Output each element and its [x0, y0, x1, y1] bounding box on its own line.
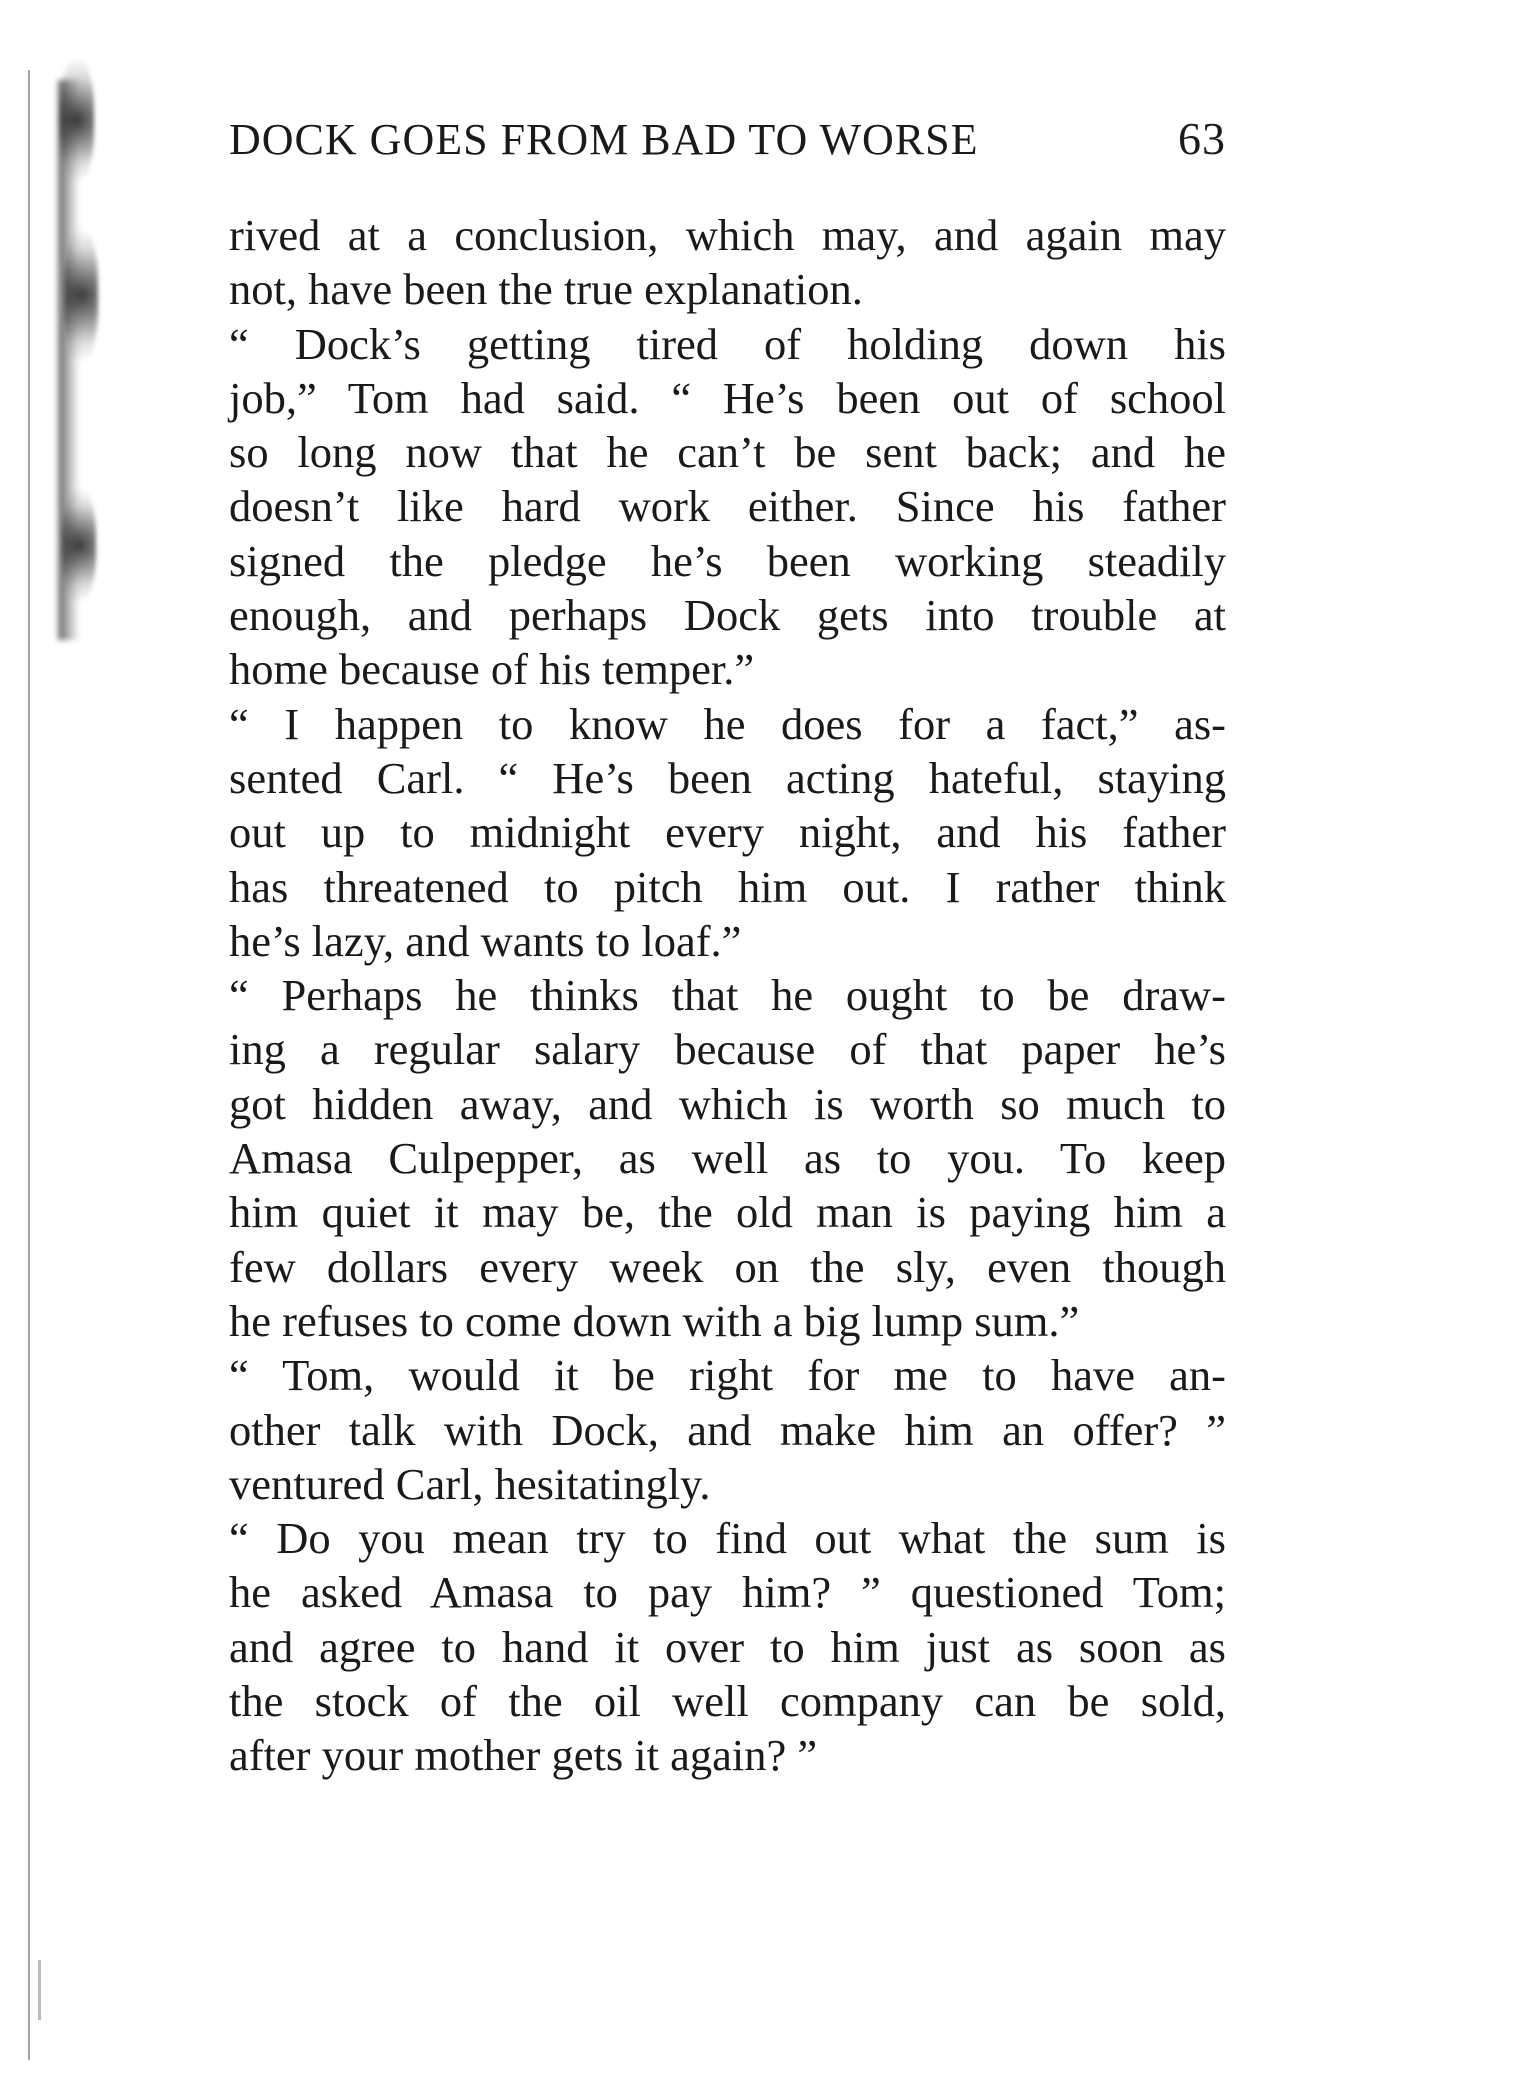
text-line: after your mother gets it again? ”: [229, 1730, 818, 1781]
text-line: he asked Amasa to pay him? ” questioned Tom;: [229, 1567, 1226, 1618]
text-line: “ Perhaps he thinks that he ought to be draw-: [229, 970, 1226, 1021]
paragraph: [229, 208, 1226, 317]
text-line: “ Dock’s getting tired of holding down his: [229, 318, 1226, 369]
text-line: “ Do you mean try to find out what the sum is: [229, 1513, 1226, 1564]
text-line: Amasa Culpepper, as well as to you. To keep: [229, 1133, 1226, 1184]
binding-blot: [60, 60, 94, 180]
text-line: him quiet it may be, the old man is paying him a: [229, 1187, 1226, 1238]
text-line: “ Tom, would it be right for me to have an-: [229, 1350, 1226, 1401]
running-title: DOCK GOES FROM BAD TO WORSE: [229, 115, 979, 164]
text-line: rived at a conclusion, which may, and again may: [229, 210, 1226, 260]
paragraph: [229, 1348, 1226, 1511]
page-number: 63: [1178, 113, 1226, 164]
text-line: few dollars every week on the sly, even though: [229, 1241, 1226, 1292]
text-line: ventured Carl, hesitatingly.: [229, 1458, 711, 1509]
text-body: [229, 208, 1226, 1783]
running-head: [229, 112, 1226, 172]
text-line: home because of his temper.”: [229, 644, 755, 695]
paragraph: [229, 317, 1226, 697]
page-edge-mark: [38, 1960, 41, 2020]
paragraph: [229, 1511, 1226, 1782]
text-line: the stock of the oil well company can be sold,: [229, 1676, 1226, 1727]
binding-blot: [64, 230, 98, 360]
text-line: so long now that he can’t be sent back; and he: [229, 427, 1226, 478]
text-line: signed the pledge he’s been working steadily: [229, 535, 1226, 586]
text-line: and agree to hand it over to him just as soon as: [229, 1621, 1226, 1672]
text-line: not, have been the true explanation.: [229, 264, 863, 315]
text-line: “ I happen to know he does for a fact,” as-: [229, 698, 1226, 749]
binding-blot: [62, 490, 96, 600]
text-line: he refuses to come down with a big lump sum.”: [229, 1295, 1080, 1346]
page-edge-line: [28, 70, 30, 2060]
text-line: job,” Tom had said. “ He’s been out of school: [229, 372, 1226, 423]
text-line: he’s lazy, and wants to loaf.”: [229, 915, 742, 966]
text-line: has threatened to pitch him out. I rather think: [229, 861, 1226, 912]
text-line: out up to midnight every night, and his father: [229, 807, 1226, 858]
text-line: ing a regular salary because of that paper he’s: [229, 1024, 1226, 1075]
text-line: sented Carl. “ He’s been acting hateful, staying: [229, 752, 1226, 803]
text-line: enough, and perhaps Dock gets into trouble at: [229, 590, 1226, 641]
text-line: doesn’t like hard work either. Since his father: [229, 481, 1226, 532]
book-page: [229, 112, 1226, 1783]
text-line: got hidden away, and which is worth so much to: [229, 1078, 1226, 1129]
paragraph: [229, 697, 1226, 968]
paragraph: [229, 968, 1226, 1348]
text-line: other talk with Dock, and make him an offer? ”: [229, 1404, 1226, 1455]
